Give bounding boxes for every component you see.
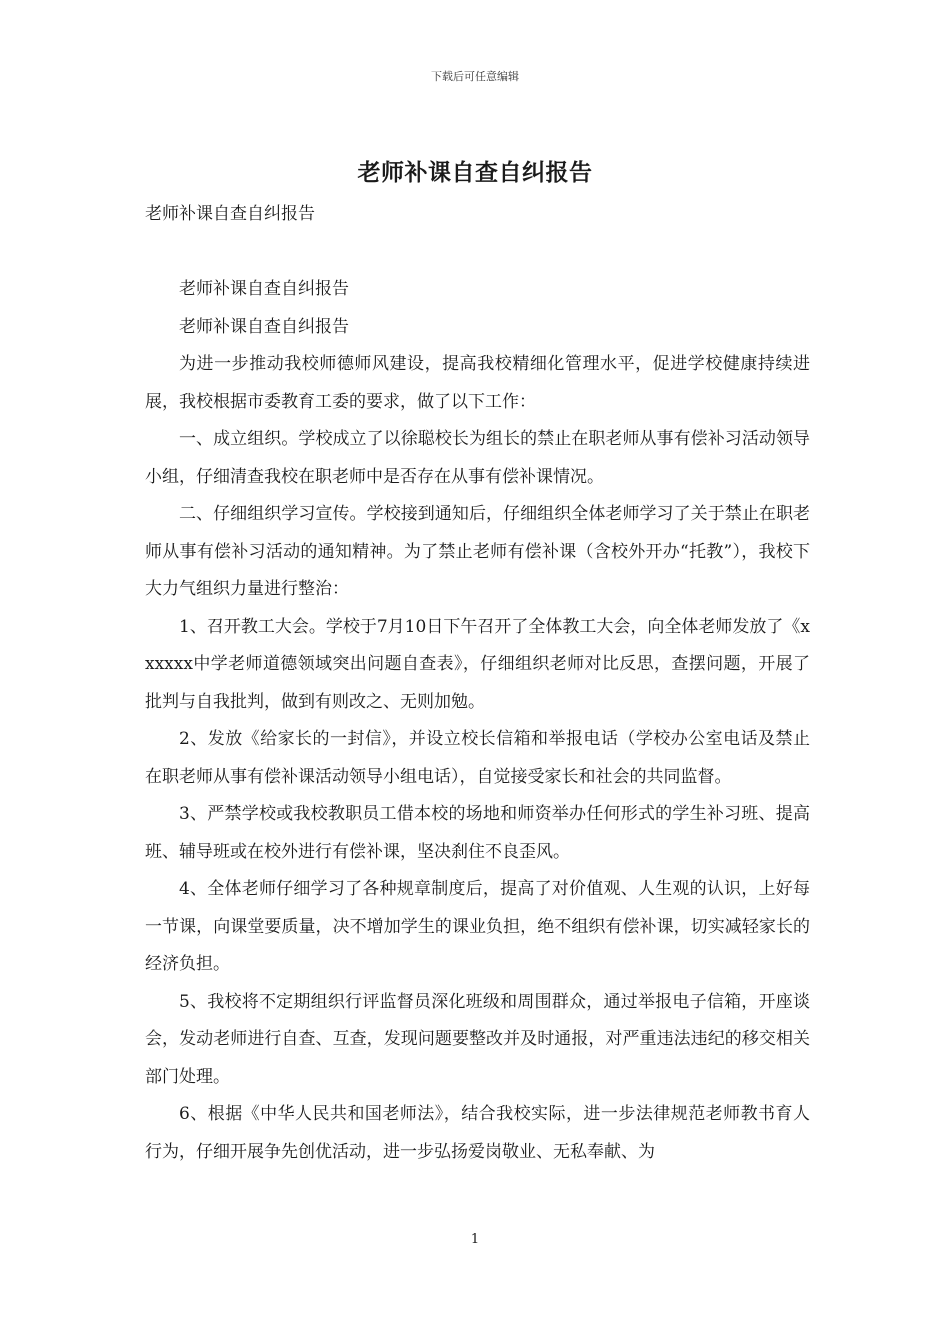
header-note: 下载后可任意编辑 <box>431 70 519 83</box>
paragraph: 一、成立组织。学校成立了以徐聪校长为组长的禁止在职老师从事有偿补习活动领导小组，仔细清查我校在职老师中是否存在从事有偿补课情况。 <box>145 429 810 487</box>
paragraph: 老师补课自查自纠报告 <box>179 279 349 299</box>
paragraph-subtitle: 老师补课自查自纠报告 <box>145 204 315 224</box>
paragraph: 5、我校将不定期组织行评监督员深化班级和周围群众，通过举报电子信箱，开座谈会，发动老师进行自查、互查，发现问题要整改并及时通报，对严重违法违纪的移交相关部门处理。 <box>145 991 810 1087</box>
paragraph: 为进一步推动我校师德师风建设，提高我校精细化管理水平，促进学校健康持续进展，我校根据市委教育工委的要求，做了以下工作： <box>145 354 810 412</box>
paragraph: 4、全体老师仔细学习了各种规章制度后，提高了对价值观、人生观的认识，上好每一节课，向课堂要质量，决不增加学生的课业负担，绝不组织有偿补课，切实减轻家长的经济负担。 <box>145 879 810 974</box>
paragraph: 老师补课自查自纠报告 <box>179 316 349 337</box>
document-title: 老师补课自查自纠报告 <box>357 159 593 186</box>
paragraph: 6、根据《中华人民共和国老师法》，结合我校实际，进一步法律规范老师教书育人行为，仔细开展争先创优活动，进一步弘扬爱岗敬业、无私奉献、为 <box>145 1104 810 1162</box>
paragraph: 1、召开教工大会。学校于7月10日下午召开了全体教工大会，向全体老师发放了《xxxxxx中学老师道德领域突出问题自查表》，仔细组织老师对比反思，查摆问题，开展了批判与自我批判，做到有则改之、无则加勉。 <box>145 616 810 712</box>
paragraph: 3、严禁学校或我校教职员工借本校的场地和师资举办任何形式的学生补习班、提高班、辅导班或在校外进行有偿补课，坚决刹住不良歪风。 <box>145 804 810 862</box>
paragraph: 二、仔细组织学习宣传。学校接到通知后，仔细组织全体老师学习了关于禁止在职老师从事有偿补习活动的通知精神。为了禁止老师有偿补课（含校外开办“托教”），我校下大力气组织力量进行整治： <box>145 504 810 599</box>
document-body <box>145 196 810 1171</box>
blank-line <box>145 234 810 272</box>
page-number: 1 <box>470 1232 480 1247</box>
paragraph: 2、发放《给家长的一封信》，并设立校长信箱和举报电话（学校办公室电话及禁止在职老师从事有偿补课活动领导小组电话），自觉接受家长和社会的共同监督。 <box>145 729 810 787</box>
